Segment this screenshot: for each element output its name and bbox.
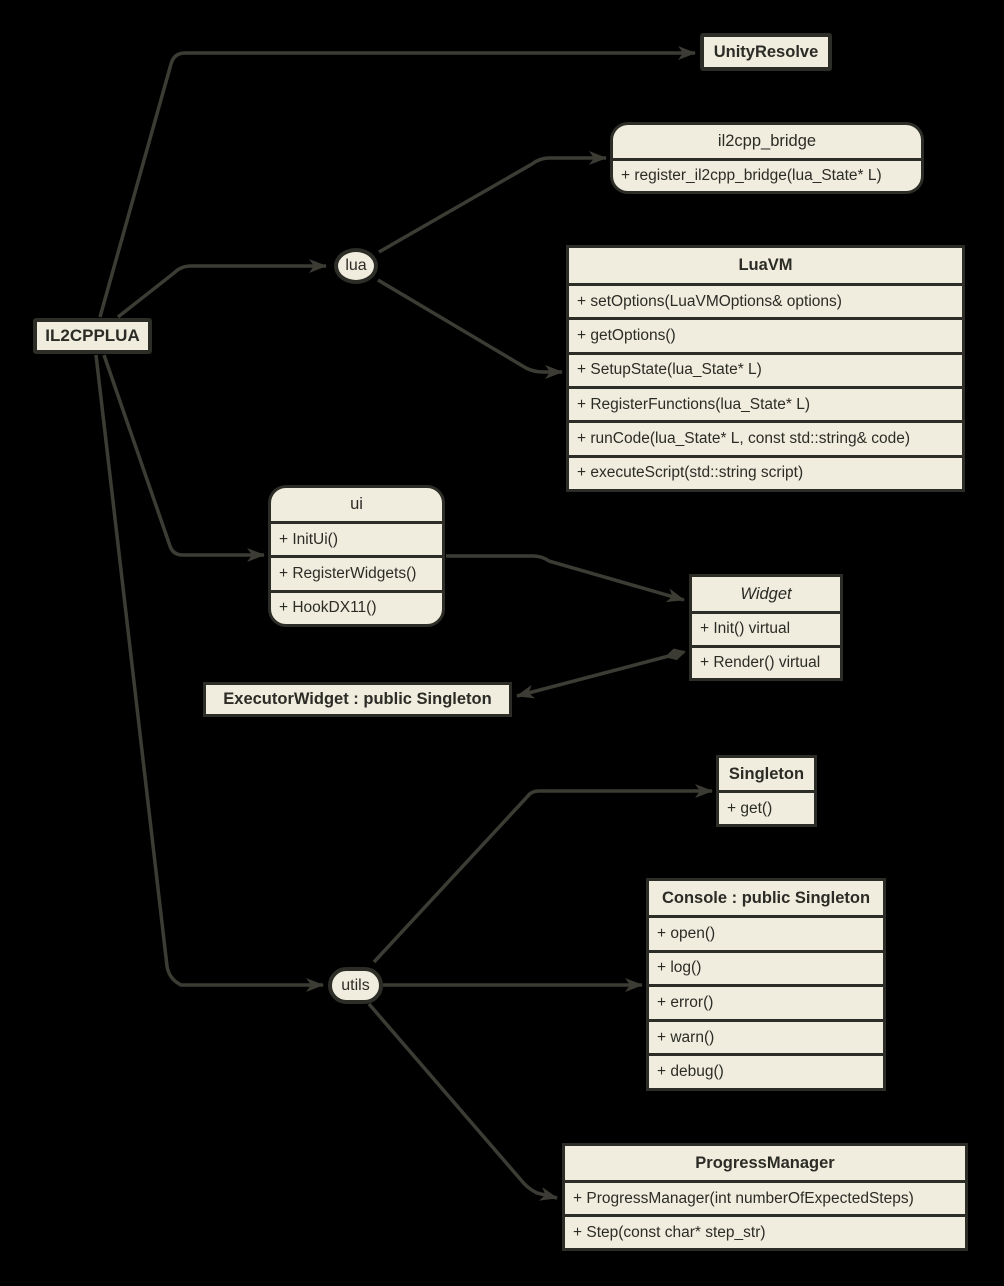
edge-ui-widget xyxy=(446,556,684,600)
node-il2cpplua-label: IL2CPPLUA xyxy=(45,326,140,345)
class-title: ProgressManager xyxy=(695,1153,835,1172)
method-row: + Render() virtual xyxy=(692,645,840,679)
method-row: + executeScript(std::string script) xyxy=(569,455,962,489)
method-row: + error() xyxy=(649,984,883,1019)
method-row: + warn() xyxy=(649,1019,883,1054)
method-row: + setOptions(LuaVMOptions& options) xyxy=(569,283,962,317)
class-box-widget xyxy=(689,574,843,681)
method-row: + getOptions() xyxy=(569,317,962,351)
edge-lua-il2cppbridge xyxy=(379,158,606,252)
class-title: ui xyxy=(350,495,363,513)
class-box-singleton xyxy=(716,755,817,827)
node-utils-label: utils xyxy=(341,976,370,994)
method-row: + Init() virtual xyxy=(692,611,840,645)
class-box-unityresolve xyxy=(700,33,832,71)
edge-utils-progressmanager xyxy=(369,1004,557,1198)
class-title: Console : public Singleton xyxy=(661,888,871,907)
method-row: + RegisterWidgets() xyxy=(271,555,442,589)
node-il2cpplua xyxy=(33,318,152,354)
method-row: + Step(const char* step_str) xyxy=(565,1214,965,1248)
class-box-console xyxy=(646,878,886,1091)
method-row: + get() xyxy=(719,790,814,824)
class-title: ExecutorWidget : public Singleton xyxy=(223,690,492,708)
class-box-progressmanager xyxy=(562,1143,968,1251)
class-box-executorwidget xyxy=(203,682,512,717)
method-row: + debug() xyxy=(649,1053,883,1088)
method-row: + InitUi() xyxy=(271,521,442,555)
class-title: il2cpp_bridge xyxy=(717,132,817,150)
node-utils xyxy=(328,967,383,1004)
class-title: UnityResolve xyxy=(713,42,819,61)
class-title: Widget xyxy=(740,584,792,603)
edge-widget-executorwidget xyxy=(517,652,684,696)
method-row: + RegisterFunctions(lua_State* L) xyxy=(569,386,962,420)
node-lua-label: lua xyxy=(345,257,367,274)
class-box-luavm xyxy=(566,245,965,492)
edge-root-lua xyxy=(118,266,326,317)
class-title: LuaVM xyxy=(738,256,793,274)
method-row: + SetupState(lua_State* L) xyxy=(569,352,962,386)
method-row: + runCode(lua_State* L, const std::string& code) xyxy=(569,420,962,454)
edge-root-ui xyxy=(104,355,264,555)
class-box-ui xyxy=(268,485,445,627)
method-row: + ProgressManager(int numberOfExpectedSteps) xyxy=(565,1180,965,1214)
method-row: + register_il2cpp_bridge(lua_State* L) xyxy=(613,158,921,191)
edge-lua-luavm xyxy=(378,280,562,372)
method-row: + log() xyxy=(649,950,883,985)
method-row: + HookDX11() xyxy=(271,590,442,624)
class-box-il2cpp-bridge xyxy=(610,122,924,194)
edge-root-utils xyxy=(96,355,323,985)
node-lua xyxy=(334,248,378,284)
method-row: + open() xyxy=(649,915,883,950)
class-title: Singleton xyxy=(728,764,805,783)
